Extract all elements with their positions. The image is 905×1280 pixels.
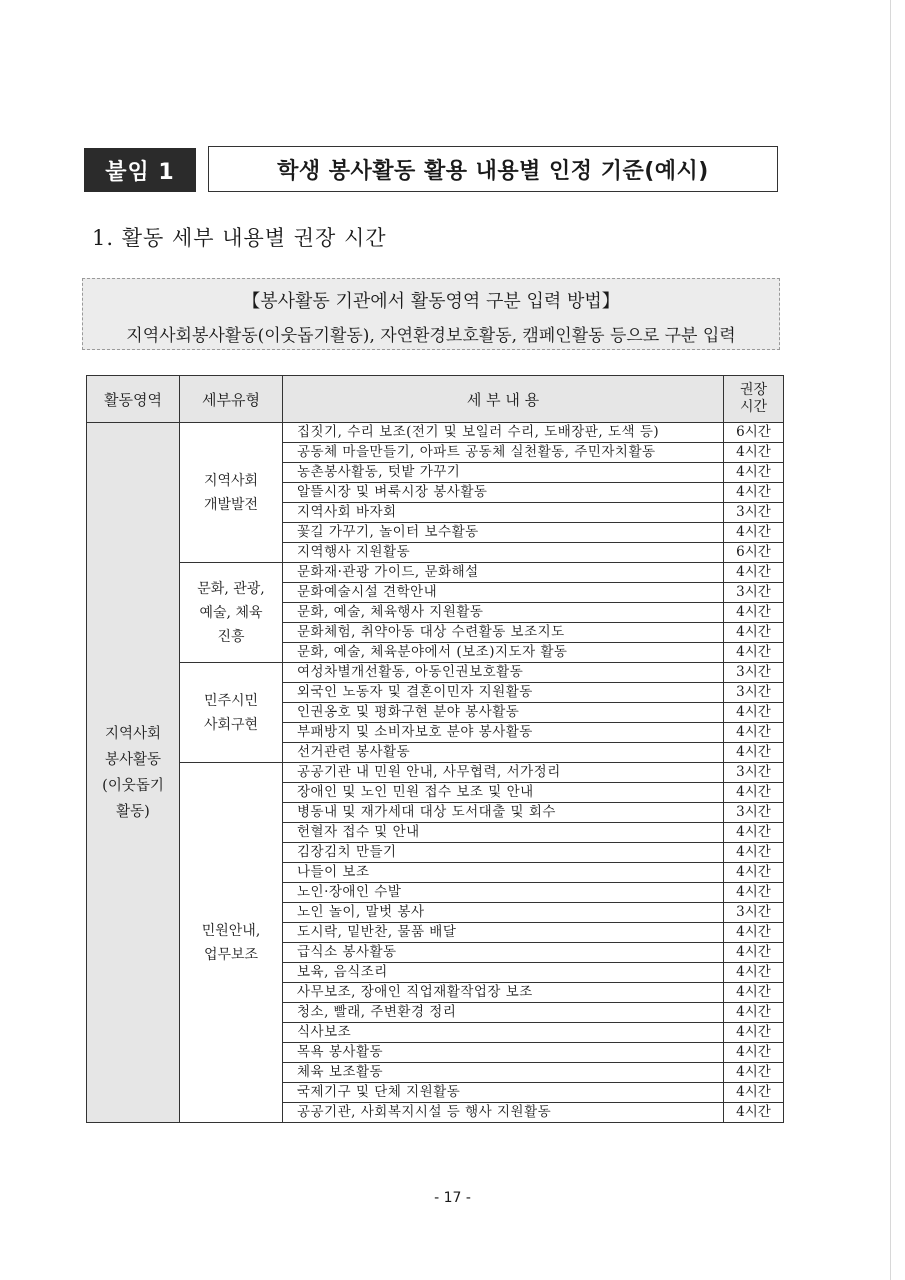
header-content: 세 부 내 용: [283, 376, 724, 423]
activity-content-cell: 여성차별개선활동, 아동인권보호활동: [283, 663, 724, 683]
header-area: 활동영역: [87, 376, 180, 423]
subtype-label-line: 민주시민: [203, 692, 259, 709]
recommended-hours-cell: 4시간: [724, 1083, 784, 1103]
recommended-hours-cell: 4시간: [724, 823, 784, 843]
activity-content-cell: 문화예술시설 견학안내: [283, 583, 724, 603]
subtype-label-line: 사회구현: [203, 716, 259, 733]
recommended-hours-cell: 4시간: [724, 603, 784, 623]
subtype-label-line: 진흥: [217, 628, 245, 645]
subtype-cell: [180, 763, 283, 1123]
recommended-hours-cell: 4시간: [724, 643, 784, 663]
activity-content-cell: 문화, 예술, 체육분야에서 (보조)지도자 활동: [283, 643, 724, 663]
activity-content-cell: 공공기관, 사회복지시설 등 행사 지원활동: [283, 1103, 724, 1123]
subtype-cell: [180, 663, 283, 763]
recommended-hours-cell: 6시간: [724, 543, 784, 563]
activity-content-cell: 농촌봉사활동, 텃밭 가꾸기: [283, 463, 724, 483]
recommended-hours-cell: 4시간: [724, 723, 784, 743]
subtype-label-line: 지역사회: [203, 472, 259, 489]
activity-content-cell: 식사보조: [283, 1023, 724, 1043]
activity-area-line: (이웃돕기: [102, 777, 164, 794]
activity-content-cell: 외국인 노동자 및 결혼이민자 지원활동: [283, 683, 724, 703]
recommended-hours-cell: 4시간: [724, 1003, 784, 1023]
header-subtype: 세부유형: [180, 376, 283, 423]
subtype-cell: [180, 423, 283, 563]
info-box-title: 【봉사활동 기관에서 활동영역 구분 입력 방법】: [242, 291, 620, 312]
recommended-hours-cell: 4시간: [724, 703, 784, 723]
recommended-hours-cell: 4시간: [724, 1043, 784, 1063]
recommended-hours-cell: 4시간: [724, 483, 784, 503]
activity-content-cell: 문화, 예술, 체육행사 지원활동: [283, 603, 724, 623]
recommended-hours-cell: 4시간: [724, 983, 784, 1003]
table-row: [87, 563, 784, 583]
activity-content-cell: 노인 놀이, 말벗 봉사: [283, 903, 724, 923]
recommended-hours-cell: 4시간: [724, 443, 784, 463]
recommended-hours-cell: 4시간: [724, 623, 784, 643]
activity-area-line: 지역사회: [104, 725, 162, 742]
activity-content-cell: 헌혈자 접수 및 안내: [283, 823, 724, 843]
recommended-hours-cell: 4시간: [724, 1103, 784, 1123]
recommended-hours-cell: 3시간: [724, 803, 784, 823]
activity-area-line: 활동): [116, 803, 150, 820]
recommended-hours-cell: 3시간: [724, 503, 784, 523]
activity-content-cell: 알뜰시장 및 벼룩시장 봉사활동: [283, 483, 724, 503]
recommended-hours-cell: 3시간: [724, 583, 784, 603]
recommended-hours-cell: 4시간: [724, 1023, 784, 1043]
subtype-label-line: 예술, 체육: [199, 604, 263, 621]
activity-content-cell: 사무보조, 장애인 직업재활작업장 보조: [283, 983, 724, 1003]
recommended-hours-cell: 4시간: [724, 523, 784, 543]
activity-content-cell: 보육, 음식조리: [283, 963, 724, 983]
title-text: 학생 봉사활동 활용 내용별 인정 기준(예시): [208, 146, 778, 192]
activity-content-cell: 지역사회 바자회: [283, 503, 724, 523]
page-edge-line: [890, 0, 891, 1280]
recommended-hours-cell: 4시간: [724, 863, 784, 883]
activity-content-cell: 병동내 및 재가세대 대상 도서대출 및 회수: [283, 803, 724, 823]
attachment-badge: 붙임 1: [84, 148, 196, 192]
recommended-hours-cell: 6시간: [724, 423, 784, 443]
activity-content-cell: 선거관련 봉사활동: [283, 743, 724, 763]
activity-content-cell: 청소, 빨래, 주변환경 정리: [283, 1003, 724, 1023]
info-box: [82, 278, 780, 350]
document-title: [84, 146, 778, 192]
recommended-hours-cell: 4시간: [724, 563, 784, 583]
recommended-hours-cell: 4시간: [724, 923, 784, 943]
activity-area-line: 봉사활동: [104, 751, 162, 768]
recommended-hours-cell: 4시간: [724, 883, 784, 903]
activity-content-cell: 부패방지 및 소비자보호 분야 봉사활동: [283, 723, 724, 743]
activity-content-cell: 목욕 봉사활동: [283, 1043, 724, 1063]
page-number: - 17 -: [434, 1190, 471, 1206]
recommended-hours-table: [86, 375, 784, 1123]
activity-content-cell: 공공기관 내 민원 안내, 사무협력, 서가정리: [283, 763, 724, 783]
recommended-hours-cell: 4시간: [724, 843, 784, 863]
recommended-hours-cell: 4시간: [724, 943, 784, 963]
info-box-text: 지역사회봉사활동(이웃돕기활동), 자연환경보호활동, 캠페인활동 등으로 구분 입력: [126, 326, 736, 346]
section-heading: 1. 활동 세부 내용별 권장 시간: [92, 226, 387, 250]
activity-content-cell: 급식소 봉사활동: [283, 943, 724, 963]
subtype-label-line: 문화, 관광,: [197, 580, 265, 597]
recommended-hours-cell: 4시간: [724, 783, 784, 803]
activity-content-cell: 지역행사 지원활동: [283, 543, 724, 563]
activity-content-cell: 인권옹호 및 평화구현 분야 봉사활동: [283, 703, 724, 723]
activity-content-cell: 국제기구 및 단체 지원활동: [283, 1083, 724, 1103]
activity-content-cell: 집짓기, 수리 보조(전기 및 보일러 수리, 도배장판, 도색 등): [283, 423, 724, 443]
table-row: [87, 423, 784, 443]
activity-content-cell: 도시락, 밑반찬, 물품 배달: [283, 923, 724, 943]
activity-content-cell: 공동체 마을만들기, 아파트 공동체 실천활동, 주민자치활동: [283, 443, 724, 463]
recommended-hours-cell: 3시간: [724, 663, 784, 683]
header-hours-line-2: 시간: [739, 399, 768, 415]
table-header-row: [87, 376, 784, 423]
recommended-hours-cell: 4시간: [724, 463, 784, 483]
activity-content-cell: 체육 보조활동: [283, 1063, 724, 1083]
subtype-label-line: 민원안내,: [201, 922, 261, 939]
table-row: [87, 663, 784, 683]
activity-content-cell: 꽃길 가꾸기, 놀이터 보수활동: [283, 523, 724, 543]
subtype-label-line: 개발발전: [203, 496, 259, 513]
activity-content-cell: 나들이 보조: [283, 863, 724, 883]
activity-area-cell: [87, 423, 180, 1123]
recommended-hours-cell: 4시간: [724, 1063, 784, 1083]
recommended-hours-cell: 4시간: [724, 963, 784, 983]
recommended-hours-cell: 4시간: [724, 743, 784, 763]
table-body: [87, 423, 784, 1123]
activity-content-cell: 문화체험, 취약아동 대상 수련활동 보조지도: [283, 623, 724, 643]
activity-content-cell: 노인·장애인 수발: [283, 883, 724, 903]
header-hours: [724, 376, 784, 423]
recommended-hours-cell: 3시간: [724, 763, 784, 783]
subtype-label-line: 업무보조: [203, 946, 259, 963]
recommended-hours-cell: 3시간: [724, 683, 784, 703]
subtype-cell: [180, 563, 283, 663]
table-row: [87, 763, 784, 783]
recommended-hours-cell: 3시간: [724, 903, 784, 923]
activity-content-cell: 장애인 및 노인 민원 접수 보조 및 안내: [283, 783, 724, 803]
activity-content-cell: 김장김치 만들기: [283, 843, 724, 863]
activity-content-cell: 문화재·관광 가이드, 문화해설: [283, 563, 724, 583]
header-hours-line-1: 권장: [739, 382, 768, 398]
